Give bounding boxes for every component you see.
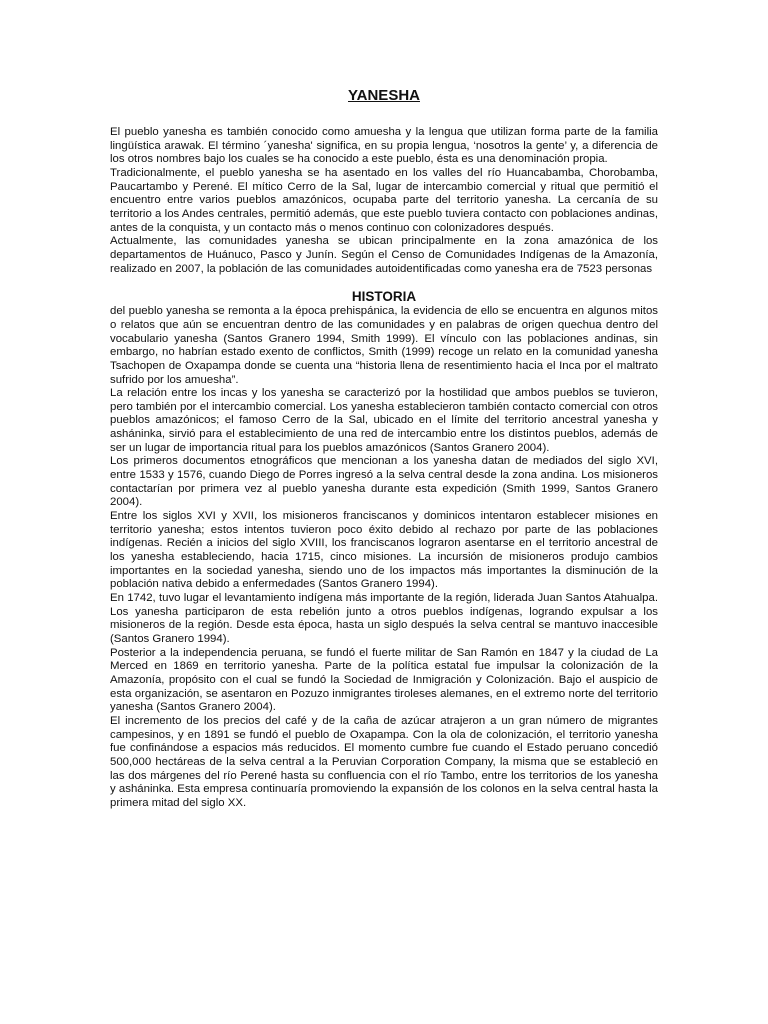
history-paragraph-1: del pueblo yanesha se remonta a la época prehispánica, la evidencia de ello se encuentra en algunos mitos o relatos que aún se encuentran dentro de las comunidades y en palabras de origen quechua dentro del vocabulario yanesha (Santos Granero 1994, Smith 1999). El vínculo con las poblaciones andinas, sin embargo, no habrían estado exento de conflictos, Smith (1999) recoge un relato en la comunidad yanesha Tsachopen de Oxapampa donde se cuenta una “historia llena de resentimiento hacia el Inca por el maltrato sufrido por los amuesha”. [110,305,658,386]
history-paragraph-7: El incremento de los precios del café y de la caña de azúcar atrajeron a un gran número de migrantes campesinos, y en 1891 se fundó el pueblo de Oxapampa. Con la ola de colonización, el territorio yanesha fue confinándose a espacios más reducidos. El momento cumbre fue cuando el Estado peruano concedió 500,000 hectáreas de la selva central a la Peruvian Corporation Company, la misma que se estableció en las dos márgenes del río Perené hasta su confluencia con el río Tambo, entre los territorios de los yanesha y asháninka. Esta empresa continuaría promoviendo la expansión de los colonos en la selva central hasta la primera mitad del siglo XX. [110,714,658,809]
document-title: YANESHA [348,87,420,104]
history-paragraph-4: Entre los siglos XVI y XVII, los misioneros franciscanos y dominicos intentaron establecer misiones en territorio yanesha; estos intentos tuvieron poco éxito debido al rechazo por parte de las poblaciones indígenas. Recién a inicios del siglo XVIII, los franciscanos lograron asentarse en el territorio ancestral de los yanesha estableciendo, hacia 1715, cinco misiones. La incursión de misioneros produjo cambios importantes en la sociedad yanesha, siendo uno de los impactos más importantes la disminución de la población nativa debido a enfermedades (Santos Granero 1994). [110,510,658,591]
intro-paragraph-2: Tradicionalmente, el pueblo yanesha se ha asentado en los valles del río Huancabamba, Chorobamba, Paucartambo y Perené. El mítico Cerro de la Sal, lugar de intercambio comercial y ritual que permitió el encuentro entre varios pueblos amazónicos, ocupaba parte del territorio yanesha. La cercanía de su territorio a los Andes centrales, permitió además, que este pueblo tuviera contacto con poblaciones andinas, antes de la conquista, y un contacto más o menos continuo con colonizadores después. [110,166,658,234]
intro-paragraph-3: Actualmente, las comunidades yanesha se ubican principalmente en la zona amazónica de los departamentos de Huánuco, Pasco y Junín. Según el Censo de Comunidades Indígenas de la Amazonía, realizado en 2007, la población de las comunidades autoidentificadas como yanesha era de 7523 personas [110,235,658,275]
intro-paragraph-1: El pueblo yanesha es también conocido como amuesha y la lengua que utilizan forma parte de la familia lingüística arawak. El término ´yanesha' significa, en su propia lengua, ‘nosotros la gente’ y, a diferencia de los otros nombres bajo los cuales se ha conocido a este pueblo, ésta es una denominación propia. [110,126,658,166]
history-section [110,305,658,810]
history-paragraph-2: La relación entre los incas y los yanesha se caracterizó por la hostilidad que ambos pueblos se tuvieron, pero también por el intercambio comercial. Los yanesha establecieron también contacto comercial con otros pueblos amazónicos; el famoso Cerro de la Sal, ubicado en el límite del territorio ancestral yanesha y asháninka, sirvió para el establecimiento de una red de intercambio entre los distintos pueblos, además de ser un lugar de importancia ritual para los pueblos amazónicos (Santos Granero 2004). [110,387,658,454]
history-paragraph-5: En 1742, tuvo lugar el levantamiento indígena más importante de la región, liderada Juan Santos Atahualpa. Los yanesha participaron de esta rebelión junto a otros pueblos indígenas, logrando expulsar a los misioneros de la región. Desde esta época, hasta un siglo después la selva central se mantuvo inaccesible (Santos Granero 1994). [110,592,658,645]
history-heading: HISTORIA [351,289,417,305]
history-paragraph-3: Los primeros documentos etnográficos que mencionan a los yanesha datan de mediados del siglo XVI, entre 1533 y 1576, cuando Diego de Porres ingresó a la selva central desde la zona andina. Los misioneros contactarían por primera vez al pueblo yanesha durante esta expedición (Smith 1999, Santos Granero 2004). [110,455,658,509]
document-page [110,86,658,811]
history-paragraph-6: Posterior a la independencia peruana, se fundó el fuerte militar de San Ramón en 1847 y la ciudad de La Merced en 1869 en territorio yanesha. Parte de la política estatal fue impulsar la colonización de la Amazonía, propósito con el cual se fundó la Sociedad de Inmigración y Colonización. Bajo el auspicio de esta organización, se asentaron en Pozuzo inmigrantes tiroleses alemanes, en el extremo norte del territorio yanesha (Santos Granero 2004). [110,646,658,714]
intro-section [110,126,658,276]
